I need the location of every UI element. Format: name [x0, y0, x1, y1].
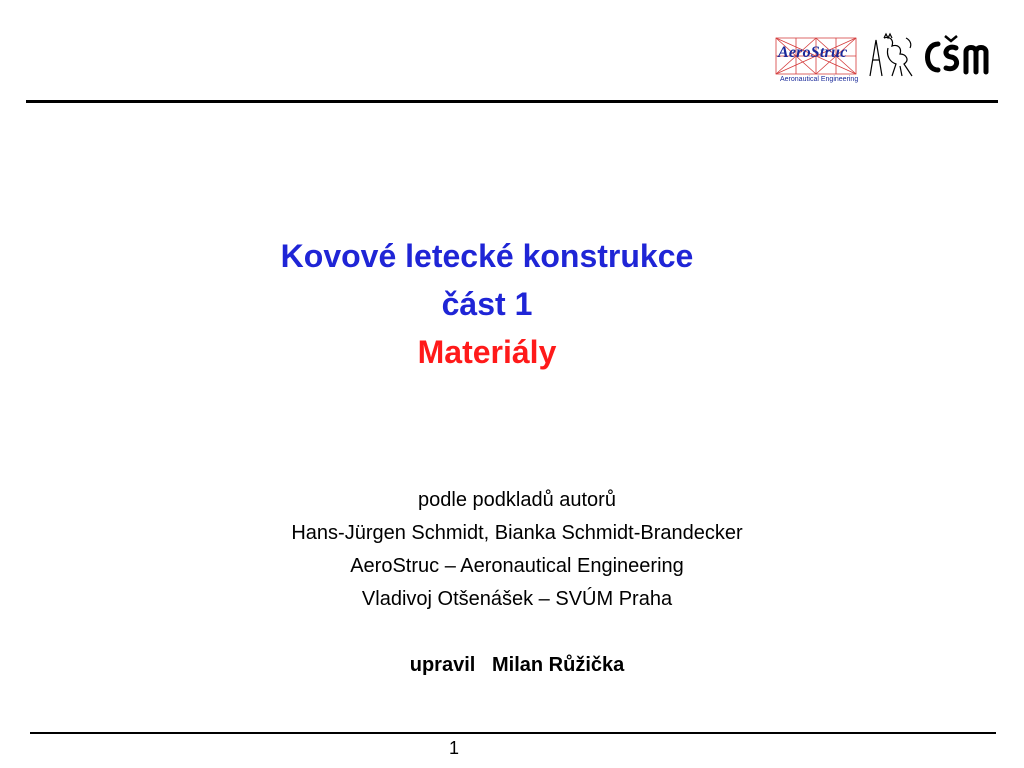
- credits-block: [0, 484, 1024, 616]
- title-part: část 1: [441, 286, 533, 322]
- credits-second-author: Vladivoj Otšenášek – SVÚM Praha: [361, 588, 673, 610]
- aerostruc-wordmark: AeroStruc: [778, 44, 848, 61]
- csm-logo-icon: [920, 34, 1002, 80]
- editor-name: Milan Růžička: [491, 654, 625, 676]
- aerostruc-subtitle: Aeronautical Engineering: [780, 76, 859, 83]
- credits-authors: Hans-Jürgen Schmidt, Bianka Schmidt-Brandecker: [291, 522, 743, 544]
- title-main: Kovové letecké konstrukce: [280, 238, 694, 274]
- credits-intro: podle podkladů autorů: [418, 489, 616, 511]
- editor-label: upravil: [409, 654, 476, 676]
- university-crest-icon: [866, 32, 918, 80]
- credits-organization: AeroStruc – Aeronautical Engineering: [350, 555, 684, 577]
- header-logos: [770, 28, 1002, 88]
- slide-title: [0, 232, 974, 376]
- aerostruc-logo: [770, 30, 862, 86]
- footer-divider: [30, 732, 996, 734]
- editor-line: [0, 654, 1024, 677]
- page-number: 1: [448, 738, 459, 758]
- header-divider: [26, 100, 998, 103]
- title-topic: Materiály: [417, 334, 557, 370]
